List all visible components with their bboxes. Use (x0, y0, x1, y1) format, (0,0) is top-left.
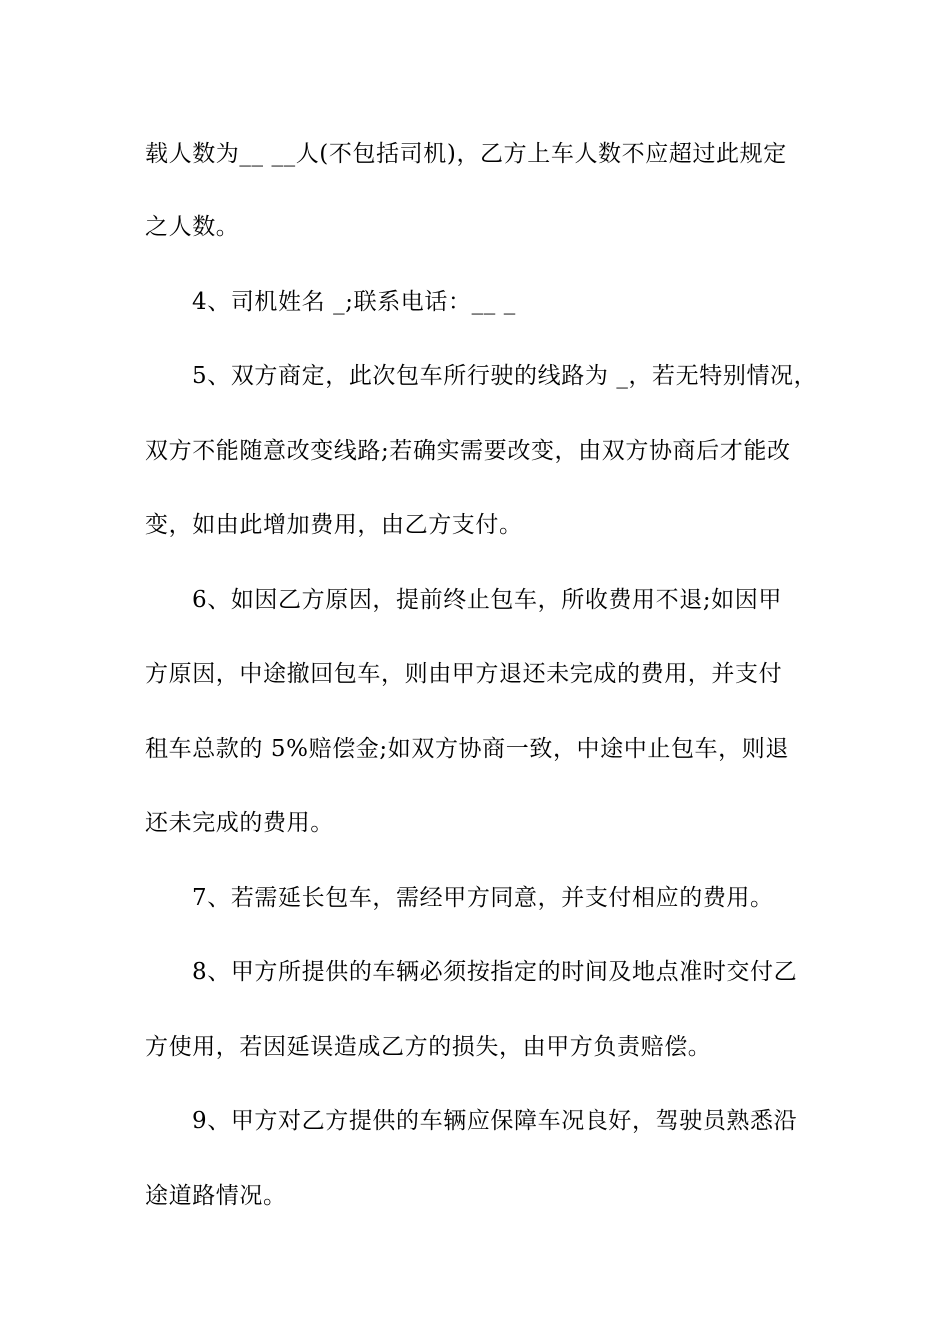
text-line: 6、如因乙方原因，提前终止包车，所收费用不退;如因甲 (192, 587, 782, 613)
text-line: 8、甲方所提供的车辆必须按指定的时间及地点准时交付乙 (192, 959, 798, 985)
text-line: 7、若需延长包车，需经甲方同意，并支付相应的费用。 (192, 885, 774, 911)
text-line: 双方不能随意改变线路;若确实需要改变，由双方协商后才能改 (145, 438, 791, 464)
text-line: 还未完成的费用。 (145, 810, 334, 836)
text-line: 之人数。 (145, 214, 240, 240)
text-line: 5、双方商定，此次包车所行驶的线路为 _，若无特别情况， (192, 363, 818, 389)
text-line: 租车总款的 5%赔偿金;如双方协商一致，中途中止包车，则退 (145, 736, 789, 762)
text-line: 9、甲方对乙方提供的车辆应保障车况良好，驾驶员熟悉沿 (192, 1108, 798, 1134)
text-line: 载人数为__ __人(不包括司机)，乙方上车人数不应超过此规定 (145, 141, 787, 167)
text-line: 途道路情况。 (145, 1183, 287, 1209)
text-line: 4、司机姓名 _;联系电话：__ _ (192, 289, 516, 315)
text-line: 方原因，中途撤回包车，则由甲方退还未完成的费用，并支付 (145, 661, 783, 687)
text-line: 变，如由此增加费用，由乙方支付。 (145, 512, 523, 538)
text-line: 方使用，若因延误造成乙方的损失，由甲方负责赔偿。 (145, 1034, 712, 1060)
